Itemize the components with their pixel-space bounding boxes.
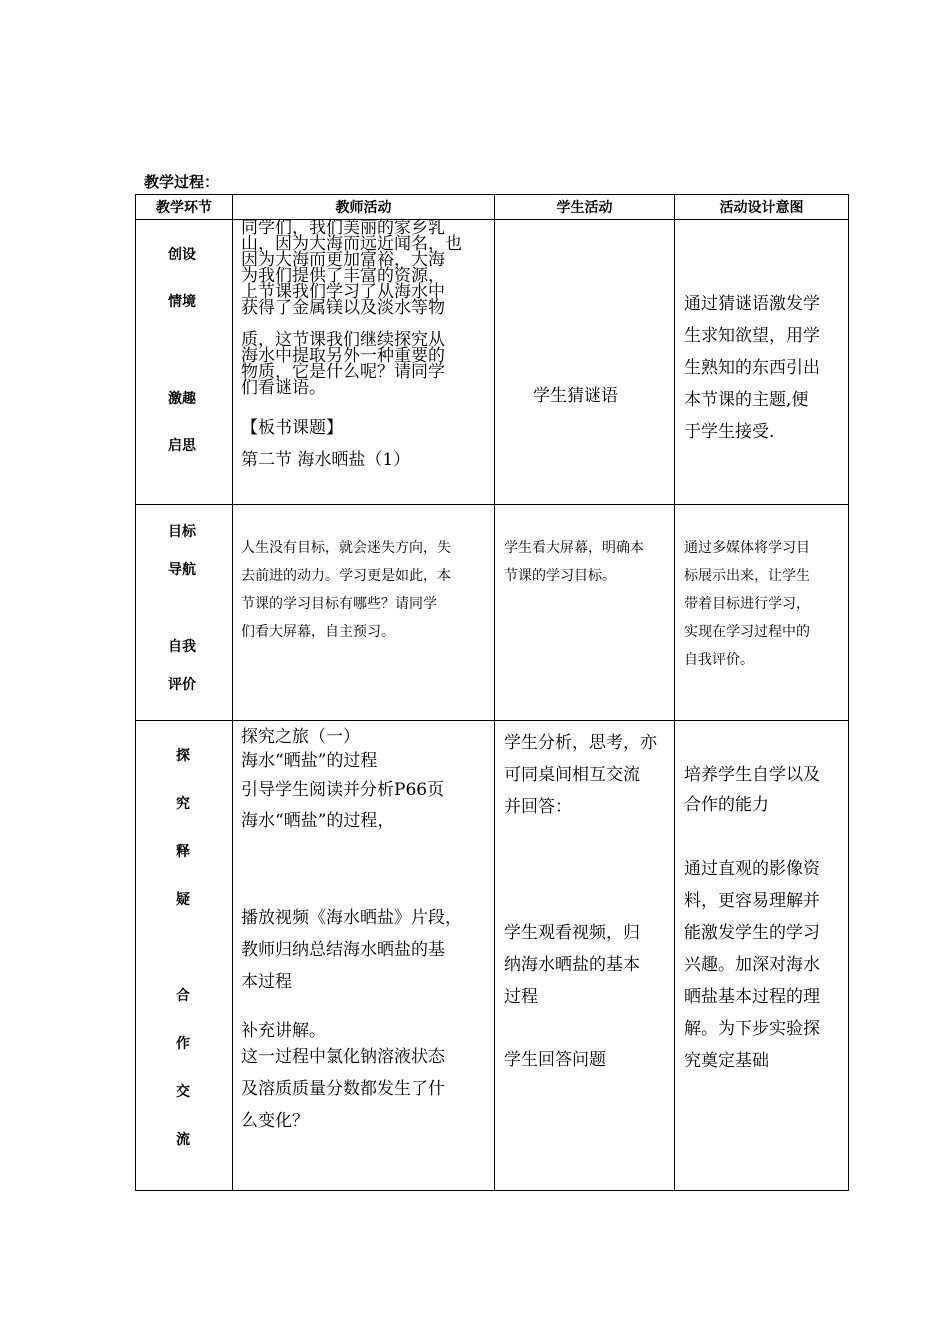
teacher-line: 因为大海而更加富裕，大海	[241, 250, 445, 270]
stage-text: 交	[176, 1084, 190, 1100]
header-row	[136, 195, 849, 220]
col-header-teacher: 教师活动	[233, 195, 495, 220]
intent-line: 培养学生自学以及	[684, 765, 820, 785]
student-line: 学生观看视频，归	[504, 923, 640, 943]
stage-text: 疑	[176, 892, 190, 908]
stage-text: 评价	[168, 677, 196, 693]
intent-line: 究奠定基础	[684, 1051, 769, 1071]
student-line: 可同桌间相互交流	[504, 765, 640, 785]
teacher-line: 们看大屏幕，自主预习。	[241, 624, 395, 640]
teacher-line: 去前进的动力。学习更是如此，本	[241, 568, 451, 584]
student-line: 纳海水晒盐的基本	[504, 955, 640, 975]
student-cell	[495, 505, 675, 721]
student-line: 过程	[504, 987, 538, 1007]
student-cell	[495, 220, 675, 505]
intent-cell	[675, 721, 849, 1191]
student-line: 并回答：	[504, 797, 572, 817]
intent-line: 自我评价。	[684, 652, 754, 668]
teacher-line: 第二节 海水晒盐（1）	[241, 450, 411, 470]
stage-text: 流	[176, 1132, 190, 1148]
teacher-line: 及溶质质量分数都发生了什	[241, 1079, 445, 1099]
intent-line: 于学生接受.	[684, 422, 775, 442]
intent-line: 带着目标进行学习，	[684, 596, 810, 612]
intent-line: 实现在学习过程中的	[684, 624, 810, 640]
teacher-line: 本过程	[241, 972, 292, 992]
teacher-line: 教师归纳总结海水晒盐的基	[241, 940, 445, 960]
intent-line: 生求知欲望，用学	[684, 326, 820, 346]
teacher-line: 上节课我们学习了从海水中	[241, 282, 445, 302]
stage-text: 目标	[168, 524, 196, 540]
teacher-line: 节课的学习目标有哪些？请同学	[241, 596, 437, 612]
lesson-table	[135, 194, 849, 1191]
intent-line: 晒盐基本过程的理	[684, 987, 820, 1007]
stage-text: 释	[176, 844, 190, 860]
teacher-line: 探究之旅（一）	[241, 727, 360, 747]
teacher-line: 人生没有目标，就会迷失方向，失	[241, 540, 451, 556]
table-row	[136, 220, 849, 505]
intent-line: 标展示出来，让学生	[684, 568, 810, 584]
student-line: 学生回答问题	[504, 1050, 606, 1070]
stage-text: 导航	[168, 562, 196, 578]
section-heading: 教学过程：	[144, 173, 220, 191]
teacher-line: 为我们提供了丰富的资源，	[241, 266, 445, 286]
teacher-line: 物质，它是什么呢？请同学	[241, 362, 445, 382]
stage-text: 究	[176, 796, 190, 812]
intent-line: 通过多媒体将学习目	[684, 540, 810, 556]
teacher-line: 同学们，我们美丽的家乡乳	[241, 218, 445, 238]
intent-cell	[675, 220, 849, 505]
intent-line: 生熟知的东西引出	[684, 358, 820, 378]
stage-text: 启思	[168, 438, 196, 454]
teacher-line: 补充讲解。	[241, 1021, 326, 1041]
teacher-line: 这一过程中氯化钠溶液状态	[241, 1047, 445, 1067]
teacher-line: 海水“晒盐”的过程	[241, 751, 378, 771]
intent-line: 兴趣。加深对海水	[684, 955, 820, 975]
teacher-line: 海水“晒盐”的过程，	[241, 811, 395, 831]
student-line: 学生猜谜语	[533, 386, 618, 406]
intent-line: 料，更容易理解并	[684, 891, 820, 911]
teacher-cell	[233, 505, 495, 721]
student-line: 节课的学习目标。	[504, 568, 616, 584]
intent-line: 本节课的主题,便	[684, 390, 809, 410]
stage-cell	[136, 721, 233, 1191]
teacher-line: 【板书课题】	[241, 418, 343, 438]
col-header-student: 学生活动	[495, 195, 675, 220]
stage-text: 创设	[168, 247, 196, 263]
stage-text: 合	[176, 988, 190, 1004]
intent-line: 通过猜谜语激发学	[684, 294, 820, 314]
stage-cell	[136, 505, 233, 721]
teacher-cell	[233, 220, 495, 505]
stage-text: 情境	[168, 294, 196, 310]
table-row	[136, 721, 849, 1191]
teacher-line: 山，因为大海而远近闻名，也	[241, 234, 462, 254]
student-line: 学生分析，思考，亦	[504, 733, 657, 753]
teacher-line: 质，这节课我们继续探究从	[241, 330, 445, 350]
student-line: 学生看大屏幕，明确本	[504, 540, 644, 556]
teacher-line: 获得了金属镁以及淡水等物	[241, 298, 445, 318]
intent-line: 通过直观的影像资	[684, 859, 820, 879]
stage-text: 激趣	[168, 391, 196, 407]
col-header-intent: 活动设计意图	[675, 195, 849, 220]
table-row	[136, 505, 849, 721]
stage-text: 作	[176, 1036, 190, 1052]
teacher-line: 海水中提取另外一种重要的	[241, 346, 445, 366]
teacher-line: 引导学生阅读并分析P66页	[241, 780, 445, 800]
intent-line: 能激发学生的学习	[684, 923, 820, 943]
stage-cell	[136, 220, 233, 505]
stage-text: 自我	[168, 639, 196, 655]
intent-line: 解。为下步实验探	[684, 1019, 820, 1039]
teacher-line: 么变化？	[241, 1111, 309, 1131]
teacher-cell	[233, 721, 495, 1191]
teacher-line: 播放视频《海水晒盐》片段，	[241, 908, 462, 928]
intent-cell	[675, 505, 849, 721]
col-header-stage: 教学环节	[136, 195, 233, 220]
stage-text: 探	[176, 748, 190, 764]
intent-line: 合作的能力	[684, 795, 769, 815]
student-cell	[495, 721, 675, 1191]
teacher-line: 们看谜语。	[241, 378, 326, 398]
